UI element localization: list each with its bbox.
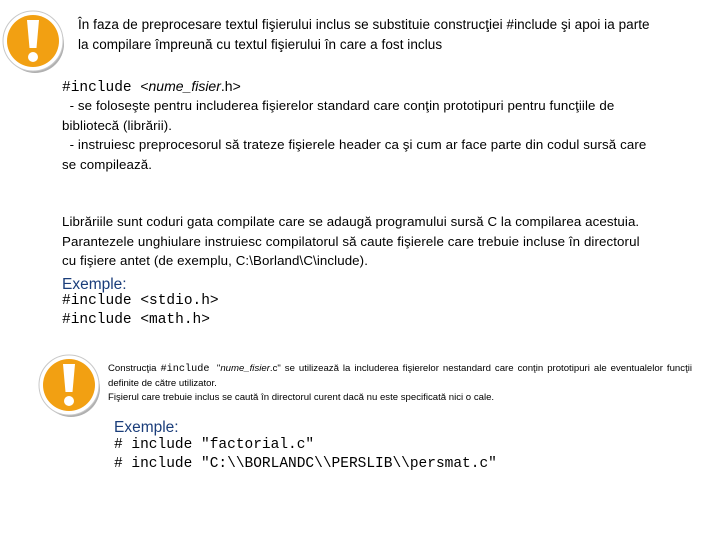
note2-file-name: nume_fisier [220,363,270,374]
include-syntax-line [62,76,241,98]
para2-line1: Librăriile sunt coduri gata compilate care se adaugă programului sursă C la compilarea acestuia. [62,214,640,229]
include-open-bracket: < [140,78,149,94]
warning-exclamation-icon [0,8,66,74]
include-close: .h> [220,78,241,94]
note2-paragraph [108,362,692,391]
note2-quote: " [216,363,221,374]
bullet1-line1: - se foloseşte pentru includerea fişierelor standard care conţin prototipuri pentru funcţiile de [62,98,615,113]
bullet2-line2: se compilează. [62,156,153,172]
note-include-substitution [78,15,708,55]
bullet1-line2: bibliotecă (librării). [62,117,173,133]
bullet2-line1: - instruiesc preprocesorul să trateze fişierele header ca şi cum ar face parte din codul sursă care [62,137,647,152]
note2-directive: #include [160,364,217,375]
note-nonstandard-include [108,362,692,405]
include-directive: #include [62,80,141,96]
note2-suffix: .c" se utilizează la includerea fişierelor nestandard care conţin prototipuri ale eventualelor funcţii definite de către utilizator. [108,363,692,389]
example2-heading: Exemple: [114,419,179,436]
note1-line2: la compilare împreună cu textul fişierului în care a fost inclus [78,37,443,52]
example1-code-line: #include <math.h> [62,312,210,328]
para2-line3: cu fişiere antet (de exemplu, C:\Borland\C\include). [62,253,369,268]
example1-code-line: #include <stdio.h> [62,293,219,309]
libraries-description [62,212,707,271]
note1-line1: În faza de preprocesare textul fişierului inclus se substituie construcţiei #include şi apoi ia parte [78,17,650,32]
example2-code [114,436,497,474]
standard-headers-description [62,96,707,174]
warning-exclamation-icon [36,352,102,418]
example1-code [62,292,219,330]
para2-line2: Parantezele unghiulare instruiesc compilatorul să caute fişierele care trebuie incluse în directorul [62,233,640,249]
note2-line2: Fişierul care trebuie inclus se caută în directorul curent dacă nu este specificată nici o cale. [108,392,495,403]
example2-code-line: # include "C:\\BORLANDC\\PERSLIB\\persmat.c" [114,456,497,472]
example1-heading: Exemple: [62,276,127,293]
include-file-name: nume_fisier [148,78,221,94]
note2-prefix: Construcţia [108,363,161,374]
example2-code-line: # include "factorial.c" [114,437,315,453]
